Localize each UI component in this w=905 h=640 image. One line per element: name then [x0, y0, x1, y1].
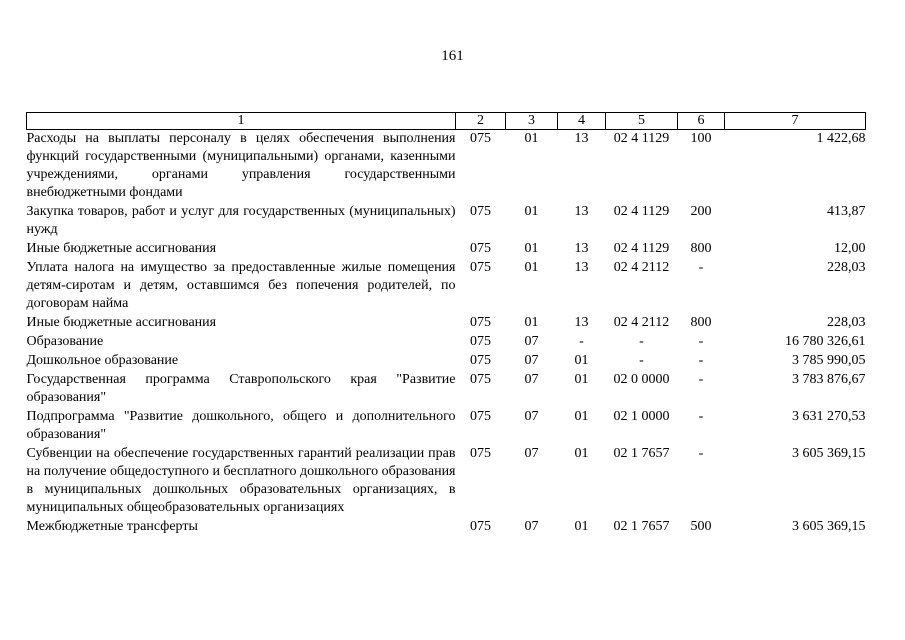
table-row — [27, 130, 866, 204]
table-row — [27, 259, 866, 314]
cell-code-4: - — [579, 334, 584, 349]
cell-name: Закупка товаров, работ и услуг для государственных (муниципальных) нужд — [26, 204, 456, 237]
header-col-6: 6 — [678, 113, 725, 130]
cell-code-3: 07 — [524, 353, 539, 368]
cell-code-5: 02 4 2112 — [613, 260, 670, 275]
cell-code-5: 02 0 0000 — [613, 372, 670, 387]
cell-code-3: 01 — [524, 260, 539, 275]
header-col-4: 4 — [558, 113, 606, 130]
cell-name: Субвенции на обеспечение государственных гарантий реализации прав на получение общедоступного и бесплатного дошкольного образования в муниципальных дошкольных образовательных организациях, в муниципальных общеобразовательных организациях — [26, 446, 456, 515]
cell-code-6: - — [698, 372, 704, 387]
cell-name: Иные бюджетные ассигнования — [26, 241, 217, 256]
cell-code-4: 13 — [574, 260, 589, 275]
cell-code-5: - — [639, 334, 644, 349]
cell-amount: 3 631 270,53 — [792, 409, 866, 424]
cell-code-3: 01 — [524, 241, 539, 256]
table-row — [27, 314, 866, 333]
cell-code-3: 07 — [524, 446, 539, 461]
table-row — [27, 203, 866, 240]
cell-code-2: 075 — [470, 409, 491, 424]
cell-amount: 12,00 — [834, 241, 866, 256]
cell-code-5: 02 4 2112 — [613, 315, 670, 330]
cell-code-6: 500 — [690, 519, 712, 534]
cell-code-2: 075 — [470, 204, 491, 219]
cell-amount: 228,03 — [827, 260, 866, 275]
cell-code-3: 01 — [524, 315, 539, 330]
cell-code-6: - — [698, 260, 704, 275]
cell-code-3: 07 — [524, 334, 539, 349]
cell-code-3: 07 — [524, 409, 539, 424]
cell-name: Образование — [26, 334, 104, 349]
cell-code-4: 13 — [574, 204, 589, 219]
cell-amount: 3 605 369,15 — [792, 519, 866, 534]
cell-code-4: 01 — [574, 409, 589, 424]
cell-code-2: 075 — [470, 131, 491, 146]
cell-amount: 413,87 — [827, 204, 866, 219]
cell-code-2: 075 — [470, 353, 491, 368]
cell-name: Уплата налога на имущество за предоставленные жилые помещения детям-сиротам и детям, оставшимся без попечения родителей, по договорам найма — [26, 260, 456, 311]
cell-code-6: - — [698, 353, 704, 368]
cell-code-3: 07 — [524, 519, 539, 534]
page-number: 161 — [441, 48, 464, 64]
cell-code-5: 02 4 1129 — [613, 131, 670, 146]
cell-code-5: 02 4 1129 — [613, 241, 670, 256]
cell-code-2: 075 — [470, 519, 491, 534]
header-col-3: 3 — [506, 113, 558, 130]
cell-name: Межбюджетные трансферты — [26, 519, 198, 534]
table-row — [27, 371, 866, 408]
cell-code-2: 075 — [470, 372, 491, 387]
cell-amount: 3 605 369,15 — [792, 446, 866, 461]
cell-amount: 228,03 — [827, 315, 866, 330]
table-row — [27, 408, 866, 445]
header-col-5: 5 — [606, 113, 678, 130]
cell-code-2: 075 — [470, 334, 491, 349]
cell-amount: 3 783 876,67 — [792, 372, 866, 387]
cell-code-5: 02 1 7657 — [613, 519, 670, 534]
cell-code-6: 100 — [690, 131, 712, 146]
table-row — [27, 240, 866, 259]
cell-code-4: 01 — [574, 372, 589, 387]
cell-name: Дошкольное образование — [26, 353, 179, 368]
header-col-7: 7 — [725, 113, 866, 130]
cell-code-4: 13 — [574, 131, 589, 146]
cell-amount: 1 422,68 — [816, 131, 866, 146]
cell-code-4: 01 — [574, 353, 589, 368]
cell-code-5: 02 1 0000 — [613, 409, 670, 424]
cell-code-3: 01 — [524, 204, 539, 219]
cell-name: Государственная программа Ставропольского края "Развитие образования" — [26, 372, 456, 405]
header-row — [27, 113, 866, 130]
table-row — [27, 445, 866, 518]
cell-code-3: 01 — [524, 131, 539, 146]
cell-code-4: 01 — [574, 446, 589, 461]
cell-code-4: 01 — [574, 519, 589, 534]
header-col-1: 1 — [27, 113, 456, 130]
header-col-2: 2 — [456, 113, 506, 130]
cell-code-6: - — [698, 446, 704, 461]
cell-code-2: 075 — [470, 315, 491, 330]
table-row — [27, 352, 866, 371]
cell-name: Иные бюджетные ассигнования — [26, 315, 217, 330]
cell-amount: 3 785 990,05 — [792, 353, 866, 368]
cell-code-2: 075 — [470, 241, 491, 256]
budget-table — [26, 112, 866, 537]
cell-code-3: 07 — [524, 372, 539, 387]
cell-code-6: - — [698, 409, 704, 424]
cell-code-6: 800 — [690, 241, 712, 256]
cell-code-6: - — [698, 334, 704, 349]
cell-code-4: 13 — [574, 241, 589, 256]
cell-code-2: 075 — [470, 260, 491, 275]
table-row — [27, 333, 866, 352]
cell-code-5: 02 1 7657 — [613, 446, 670, 461]
cell-code-2: 075 — [470, 446, 491, 461]
cell-code-5: - — [639, 353, 644, 368]
cell-amount: 16 780 326,61 — [785, 334, 866, 349]
table-row — [27, 518, 866, 537]
cell-code-6: 200 — [690, 204, 712, 219]
cell-name: Подпрограмма "Развитие дошкольного, общего и дополнительного образования" — [26, 409, 456, 442]
cell-code-4: 13 — [574, 315, 589, 330]
cell-name: Расходы на выплаты персоналу в целях обеспечения выполнения функций государственными (муниципальными) органами, казенными учреждениями, органами управления государственными внебюджетными фондами — [26, 131, 456, 200]
cell-code-5: 02 4 1129 — [613, 204, 670, 219]
cell-code-6: 800 — [690, 315, 712, 330]
